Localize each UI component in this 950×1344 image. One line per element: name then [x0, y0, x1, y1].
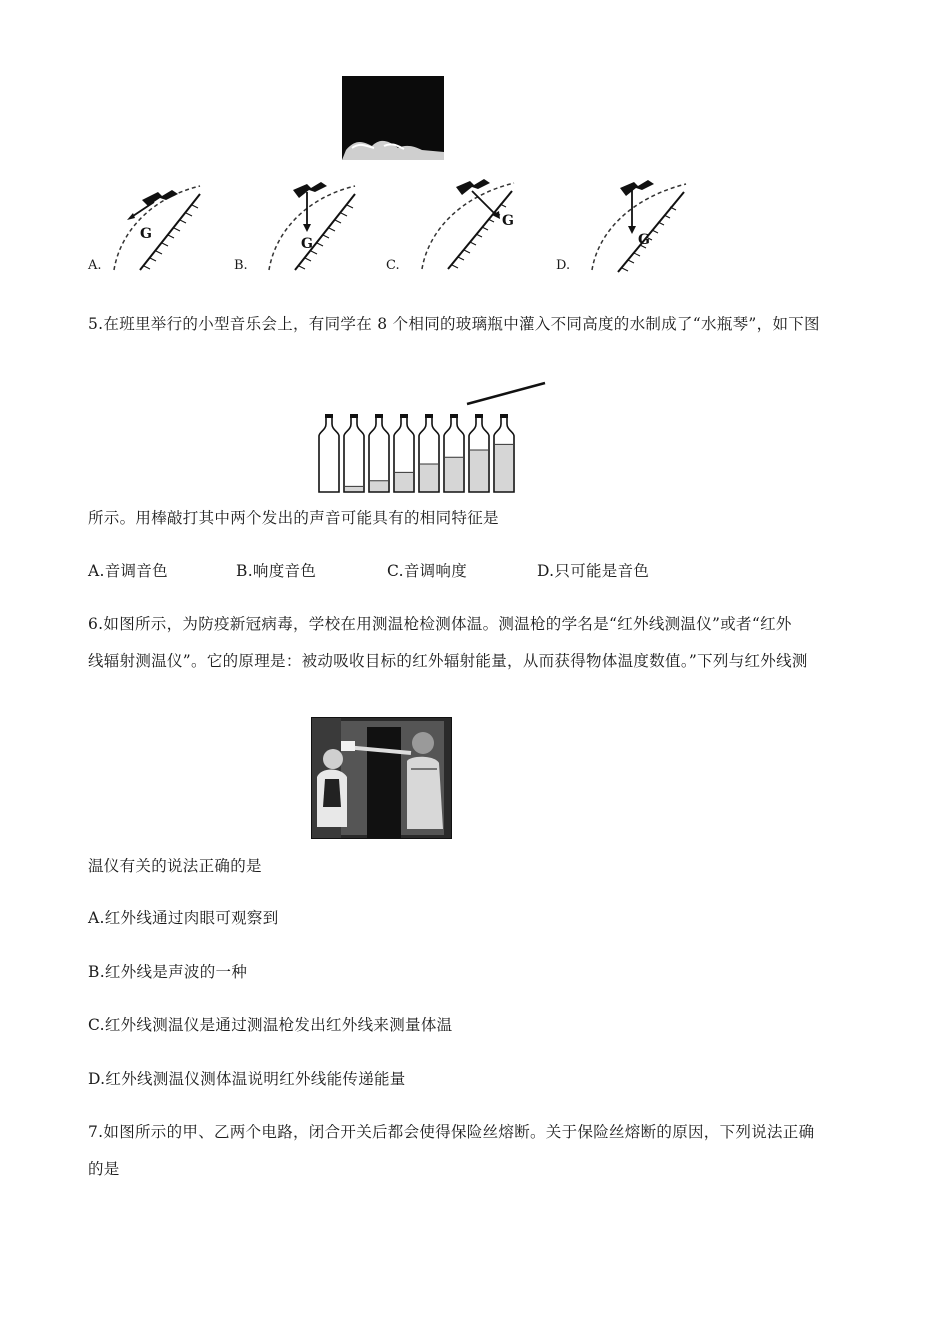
q4-option-c: C.: [386, 258, 400, 273]
water-bottle: [319, 414, 339, 492]
q5-option-a: A.音调音色: [88, 562, 168, 580]
water-bottle: [469, 414, 489, 492]
q4-option-d: D.: [556, 258, 571, 273]
q5-option-c: C.音调响度: [387, 562, 468, 580]
q6-stem-line-2: 线辐射测温仪”。它的原理是：被动吸收目标的红外辐射能量，从而获得物体温度数值。”下列与红外线测: [88, 652, 808, 670]
q4-option-a: A.: [88, 258, 102, 273]
q5-bottles-figure: [315, 378, 550, 500]
water-level: [445, 457, 463, 492]
water-level: [395, 472, 413, 492]
q7-stem-line-2: 的是: [88, 1160, 120, 1178]
water-bottle: [394, 414, 414, 492]
q4-force-label-c: G: [502, 213, 514, 229]
q7-stem-line-1: 7.如图所示的甲、乙两个电路，闭合开关后都会使得保险丝熔断。关于保险丝熔断的原因，下列说法正确: [88, 1123, 815, 1141]
water-level: [370, 481, 388, 492]
water-bottle: [369, 414, 389, 492]
q4-force-label-a: G: [140, 226, 152, 242]
q5-option-d: D.只可能是音色: [537, 562, 650, 580]
water-bottle: [419, 414, 439, 492]
q4-force-label-d: G: [638, 232, 650, 248]
q5-option-b: B.响度音色: [236, 562, 317, 580]
q6-option-d: D.红外线测温仪测体温说明红外线能传递能量: [88, 1070, 406, 1088]
q6-stem-line-1: 6.如图所示，为防疫新冠病毒，学校在用测温枪检测体温。测温枪的学名是“红外线测温仪”或者“红外: [88, 615, 792, 633]
q4-option-b: B.: [234, 258, 248, 273]
q4-force-label-b: G: [301, 236, 313, 252]
q4-diagram-a: [100, 178, 210, 277]
q5-stem-line-2: 所示。用棒敲打其中两个发出的声音可能具有的相同特征是: [88, 509, 499, 527]
q4-diagram-c: [408, 175, 528, 277]
q6-stem-line-3: 温仪有关的说法正确的是: [88, 857, 262, 875]
q6-option-b: B.红外线是声波的一种: [88, 963, 248, 981]
water-bottle: [344, 414, 364, 492]
water-bottle: [444, 414, 464, 492]
q6-thermometer-photo: [311, 717, 452, 839]
water-level: [495, 444, 513, 492]
q6-option-c: C.红外线测温仪是通过测温枪发出红外线来测量体温: [88, 1016, 453, 1034]
q4-diagram-d: [580, 178, 695, 277]
q5-stem-line-1: 5.在班里举行的小型音乐会上，有同学在 8 个相同的玻璃瓶中灌入不同高度的水制成了“水瓶琴”，如下图: [88, 315, 820, 333]
q6-option-a: A.红外线通过肉眼可观察到: [88, 909, 279, 927]
water-level: [470, 450, 488, 492]
water-level: [420, 464, 438, 492]
water-level: [345, 486, 363, 492]
q4-diagram-b: [255, 178, 365, 277]
q4-photo: [342, 76, 444, 160]
striking-stick: [467, 383, 545, 404]
water-bottle: [494, 414, 514, 492]
